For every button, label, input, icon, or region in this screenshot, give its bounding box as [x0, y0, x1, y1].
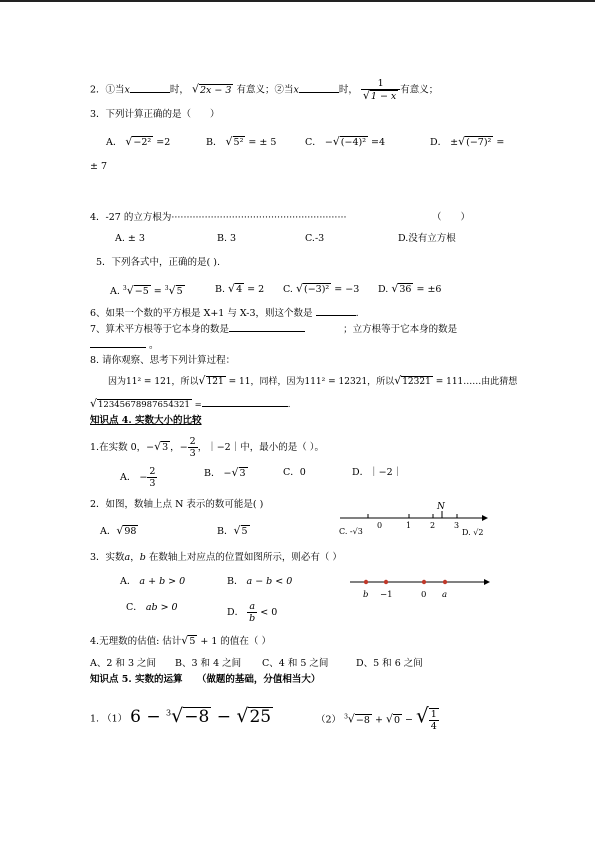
nl-2-label: 2: [430, 521, 436, 530]
k4-question-2: 2．如图，数轴上点 N 表示的数可能是( ): [90, 499, 264, 510]
k4q3-option-a: A． a + b > 0: [120, 576, 186, 587]
q5-option-d: D. √36 = ±6: [378, 282, 442, 295]
number-line-arrow: [482, 515, 488, 521]
section-5-title: 知识点 5. 实数的运算 （做题的基础，分值相当大）: [90, 674, 321, 685]
question-6: 6、如果一个数的平方根是 X+1 与 X-3，则这个数是 .: [90, 305, 359, 321]
k4q3-option-b: B． a − b < 0: [227, 576, 293, 587]
question-7: 7、算术平方根等于它本身的数是 ；立方根等于它本身的数是: [90, 321, 457, 337]
number-line-n: [336, 500, 496, 540]
k4q1-option-b: B． −√3: [204, 466, 246, 479]
question-7-cont: 。: [90, 337, 159, 353]
question-5-stem: 5．下列各式中，正确的是( ).: [96, 257, 220, 268]
k4q4-option-c: C、4 和 5 之间: [262, 658, 329, 669]
label-a: a: [442, 590, 448, 600]
point-n-label: N: [437, 502, 445, 512]
q3-option-b: B． √5² = ± 5: [206, 135, 277, 148]
nl-3-label: 3: [454, 521, 460, 530]
nl-d-label: D. √2: [462, 528, 484, 537]
q4-option-b: B. 3: [217, 233, 237, 244]
point-b: [364, 580, 368, 584]
k4q1-option-d: D．｜−2｜: [352, 467, 403, 478]
k4q3-option-c: C． ab > 0: [126, 602, 178, 613]
q4-option-a: A. ± 3: [115, 233, 145, 244]
question-8-stem: 8. 请你观察、思考下列计算过程：: [90, 355, 236, 366]
nl-0-label: 0: [377, 521, 383, 530]
question-3-stem: 3．下列计算正确的是（ ）: [90, 109, 220, 120]
label-b: b: [363, 590, 369, 600]
q5-option-b: B. √4 = 2: [215, 282, 265, 295]
q5-option-c: C. √(−3)² = −3: [283, 282, 360, 295]
k4q4-option-d: D、5 和 6 之间: [356, 658, 423, 669]
k4q4-option-a: A、2 和 3 之间: [90, 658, 157, 669]
q4-option-d: D.没有立方根: [398, 233, 456, 244]
number-line-ab-arrow: [484, 579, 490, 585]
question-8-guess: √12345678987654321 = .: [90, 397, 291, 410]
k5-question-1-part-1: 1. （1） 6 − $^3$√−8 − √25: [90, 704, 272, 727]
k4q2-option-a: A．√98: [100, 524, 137, 537]
k4q2-option-b: B．√5: [217, 524, 248, 537]
q3-option-d-cont: ± 7: [90, 161, 108, 172]
q4-option-c: C.-3: [305, 233, 325, 244]
point-0: [422, 580, 426, 584]
question-8-body: 因为11² = 121，所以√121 = 11，同样，因为111² = 12321，所以√12321 = 111……由此猜想: [108, 374, 518, 387]
q3-option-c: C． −√(−4)² =4: [305, 135, 386, 148]
k5-question-1-part-2: （2） $^3$√−8 + √0 − √ $\frac{1}{4}$: [316, 703, 437, 732]
label-0: 0: [421, 590, 427, 600]
question-4-stem: 4．-27 的立方根为··························································: [90, 212, 347, 223]
k4q1-option-a: A． − $\frac{2}{3}$: [120, 466, 156, 489]
section-4-title: 知识点 4. 实数大小的比较: [90, 415, 202, 426]
k4q4-option-b: B、3 和 4 之间: [175, 658, 242, 669]
number-line-ab: [344, 572, 494, 602]
k4-question-4: 4.无理数的估值: 估计√5 + 1 的值在（ ）: [90, 634, 271, 647]
question-4-paren: （ ）: [432, 212, 471, 223]
k4-question-3: 3．实数a，b 在数轴上对应点的位置如图所示，则必有（ ）: [90, 552, 342, 563]
k4q1-option-c: C．0: [283, 467, 306, 478]
nl-1-label: 1: [406, 521, 412, 530]
header-rule: [0, 0, 595, 2]
nl-c-label: C. -√3: [339, 527, 363, 536]
q3-option-a: A． √−2² =2: [106, 135, 171, 148]
label-minus-1: −1: [380, 590, 393, 600]
question-2: 2．①当x 时， √2x − 3 有意义；②当x 时， $\frac{1}{√1 - x}$ 有意义；: [90, 78, 439, 102]
k4q3-option-d: D． $\frac{a}{b}$ < 0: [227, 601, 278, 624]
q3-option-d: D． ±√(−7)² =: [430, 135, 505, 148]
point-a: [443, 580, 447, 584]
point-minus-1: [384, 580, 388, 584]
k4-question-1: 1.在实数 0，−√3 ，− $\frac{2}{3}$ ，｜−2｜中，最小的是（ ）。: [90, 436, 324, 459]
q5-option-a: A. $^3$√−5 = $^3$√5: [110, 284, 183, 298]
